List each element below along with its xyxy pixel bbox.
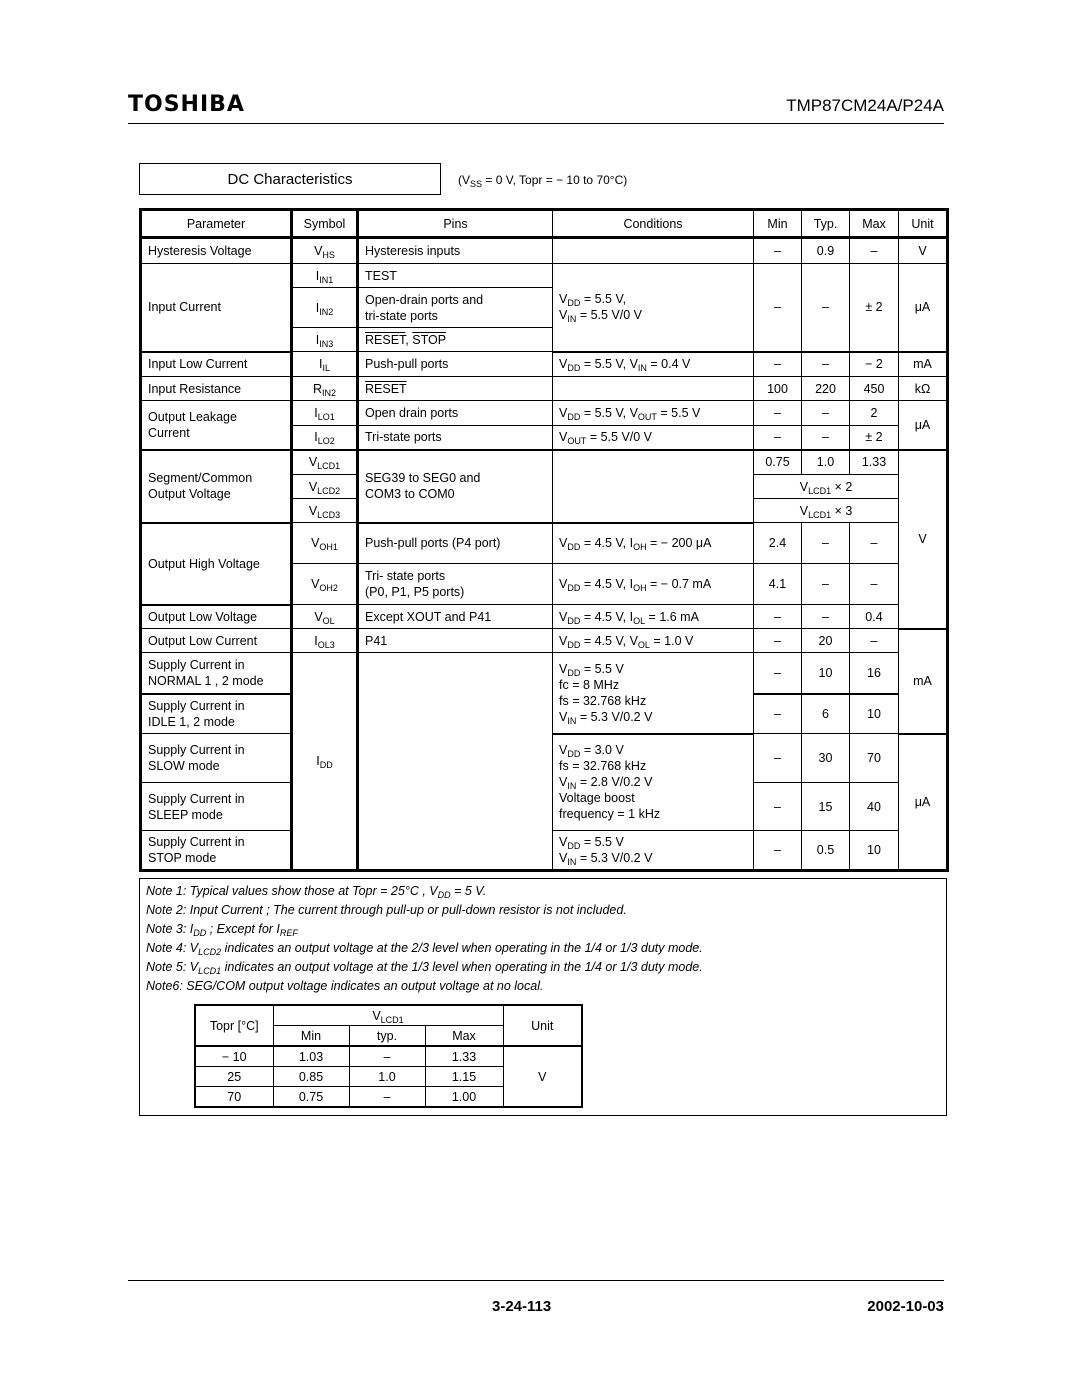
typ: – <box>802 426 850 450</box>
min: 0.85 <box>273 1067 349 1087</box>
unit: V <box>503 1046 582 1107</box>
pins: Open drain ports <box>358 401 553 426</box>
typ: – <box>802 264 850 352</box>
param: Output Leakage Current <box>141 401 292 450</box>
pins: Push-pull ports (P4 port) <box>358 523 553 564</box>
table-row <box>141 377 948 401</box>
note: Note6: SEG/COM output voltage indicates an output voltage at no local. <box>146 979 544 993</box>
symbol: $I_{LO1}$ <box>292 401 358 426</box>
header-cell: $V_{LCD1}$ <box>273 1005 503 1026</box>
min: – <box>754 831 802 871</box>
pins <box>358 653 553 871</box>
max: – <box>850 238 899 264</box>
unit: μA <box>899 264 948 352</box>
max: ± 2 <box>850 426 899 450</box>
max: – <box>850 629 899 653</box>
typ: 10 <box>802 653 850 694</box>
conditions: $V_{DD} = 4.5$ V, $V_{OL} = 1.0$ V <box>553 629 754 653</box>
pins: Tri- state ports (P0, P1, P5 ports) <box>358 564 553 605</box>
min: 100 <box>754 377 802 401</box>
pins: P41 <box>358 629 553 653</box>
max: 1.33 <box>850 450 899 475</box>
max: – <box>850 523 899 564</box>
header-cell: Unit <box>899 210 948 238</box>
param: Output Low Current <box>141 629 292 653</box>
typ: – <box>802 523 850 564</box>
pins: Push-pull ports <box>358 352 553 377</box>
max: 70 <box>850 734 899 783</box>
param: Supply Current in STOP mode <box>141 831 292 871</box>
min: 2.4 <box>754 523 802 564</box>
max: 1.15 <box>425 1067 503 1087</box>
note: Note 4: $V_{LCD2}$ indicates an output voltage at the 2/3 level when operating in the 1/4 or 1/3 duty mode. <box>146 941 703 957</box>
min: – <box>754 238 802 264</box>
conditions: $V_{DD} = 5.5$ V $V_{IN} = 5.3$ V/0.2 V <box>553 831 754 871</box>
typ: – <box>802 605 850 629</box>
typ: 15 <box>802 783 850 831</box>
typ: 30 <box>802 734 850 783</box>
table-row <box>141 653 948 694</box>
toshiba-logo: TOSHIBA <box>128 92 245 117</box>
typ: 1.0 <box>802 450 850 475</box>
max: 16 <box>850 653 899 694</box>
unit: V <box>899 238 948 264</box>
table-row <box>141 352 948 377</box>
unit: kΩ <box>899 377 948 401</box>
note: Note 3: $I_{DD}$ ; Except for $I_{REF}$ <box>146 922 298 938</box>
symbol: $I_{OL3}$ <box>292 629 358 653</box>
symbol: $V_{HS}$ <box>292 238 358 264</box>
typ: 20 <box>802 629 850 653</box>
unit: μA <box>899 734 948 871</box>
conditions: $V_{DD} = 4.5$ V, $I_{OL} = 1.6$ mA <box>553 605 754 629</box>
param: Supply Current in SLEEP mode <box>141 783 292 831</box>
min: – <box>754 734 802 783</box>
note: Note 1: Typical values show those at Topr = 25°C , $V_{DD} = 5$ V. <box>146 884 487 900</box>
pins: RESET, STOP <box>358 328 553 352</box>
value-span: $V_{LCD1} \times 2$ <box>754 475 899 499</box>
param: Supply Current in IDLE 1, 2 mode <box>141 694 292 734</box>
conditions: $V_{DD} = 5.5$ V, $V_{IN} = 5.5$ V/0 V <box>553 264 754 352</box>
unit: mA <box>899 352 948 377</box>
param: Output Low Voltage <box>141 605 292 629</box>
table-row <box>141 238 948 264</box>
table-row <box>141 450 948 475</box>
symbol: $V_{LCD2}$ <box>292 475 358 499</box>
dc-characteristics-table <box>139 208 949 872</box>
unit: μA <box>899 401 948 450</box>
typ: – <box>802 352 850 377</box>
min: – <box>754 426 802 450</box>
table-row <box>141 523 948 564</box>
typ: – <box>349 1046 425 1067</box>
header-cell: Conditions <box>553 210 754 238</box>
min: – <box>754 264 802 352</box>
typ: 1.0 <box>349 1067 425 1087</box>
symbol: $V_{LCD3}$ <box>292 499 358 523</box>
table-row <box>141 401 948 426</box>
symbol: $V_{OH1}$ <box>292 523 358 564</box>
symbol: $V_{OL}$ <box>292 605 358 629</box>
notes-box <box>139 878 947 1116</box>
header-cell: Symbol <box>292 210 358 238</box>
header-cell: Max <box>425 1026 503 1047</box>
param: Input Low Current <box>141 352 292 377</box>
min: – <box>754 605 802 629</box>
conditions <box>553 450 754 523</box>
conditions: $V_{DD} = 3.0$ V fs = 32.768 kHz $V_{IN} = 2.8$ V/0.2 V Voltage boost frequency = 1 kHz <box>553 734 754 831</box>
max: 450 <box>850 377 899 401</box>
min: 4.1 <box>754 564 802 605</box>
note: Note 5: $V_{LCD1}$ indicates an output voltage at the 1/3 level when operating in the 1/4 or 1/3 duty mode. <box>146 960 703 976</box>
header-cell: Min <box>754 210 802 238</box>
table-row <box>141 629 948 653</box>
topr: 25 <box>195 1067 273 1087</box>
document-date: 2002-10-03 <box>867 1298 944 1315</box>
header-cell: Parameter <box>141 210 292 238</box>
conditions <box>553 238 754 264</box>
typ: 0.5 <box>802 831 850 871</box>
typ: 220 <box>802 377 850 401</box>
unit: V <box>899 450 948 629</box>
topr: − 10 <box>195 1046 273 1067</box>
max: 1.00 <box>425 1087 503 1108</box>
param: Hysteresis Voltage <box>141 238 292 264</box>
header-cell: Unit <box>503 1005 582 1046</box>
pins: Except XOUT and P41 <box>358 605 553 629</box>
param: Input Current <box>141 264 292 352</box>
param: Segment/Common Output Voltage <box>141 450 292 523</box>
min: 0.75 <box>273 1087 349 1108</box>
conditions <box>553 377 754 401</box>
table-row <box>141 605 948 629</box>
conditions: $V_{DD} = 5.5$ V fc = 8 MHz fs = 32.768 kHz $V_{IN} = 5.3$ V/0.2 V <box>553 653 754 734</box>
section-title: DC Characteristics <box>139 163 441 195</box>
pins: Open-drain ports and tri-state ports <box>358 288 553 328</box>
note: Note 2: Input Current ; The current through pull-up or pull-down resistor is not included. <box>146 903 627 917</box>
header-cell: Topr [°C] <box>195 1005 273 1046</box>
page-number: 3-24-113 <box>492 1298 552 1315</box>
max: ± 2 <box>850 264 899 352</box>
topr: 70 <box>195 1087 273 1108</box>
vlcd-table <box>194 1004 583 1108</box>
max: 0.4 <box>850 605 899 629</box>
conditions: $V_{DD} = 5.5$ V, $V_{IN} = 0.4$ V <box>553 352 754 377</box>
min: – <box>754 694 802 734</box>
param: Output High Voltage <box>141 523 292 605</box>
max: 40 <box>850 783 899 831</box>
pins: RESET <box>358 377 553 401</box>
pins: SEG39 to SEG0 and COM3 to COM0 <box>358 450 553 523</box>
pins: Tri-state ports <box>358 426 553 450</box>
footer-divider <box>128 1280 944 1281</box>
pins: Hysteresis inputs <box>358 238 553 264</box>
header-divider <box>128 123 944 124</box>
max: – <box>850 564 899 605</box>
max: − 2 <box>850 352 899 377</box>
conditions: $V_{DD} = 4.5$ V, $I_{OH}$ = − 200 μA <box>553 523 754 564</box>
conditions: $V_{OUT} = 5.5$ V/0 V <box>553 426 754 450</box>
min: – <box>754 352 802 377</box>
min: 0.75 <box>754 450 802 475</box>
max: 10 <box>850 694 899 734</box>
min: – <box>754 653 802 694</box>
param: Supply Current in SLOW mode <box>141 734 292 783</box>
header-cell: typ. <box>349 1026 425 1047</box>
section-conditions: ($V_{SS} = 0$ V, Topr = − 10 to 70°C) <box>458 173 628 189</box>
symbol: $V_{OH2}$ <box>292 564 358 605</box>
header-cell: Pins <box>358 210 553 238</box>
param: Supply Current in NORMAL 1 , 2 mode <box>141 653 292 694</box>
symbol: $I_{DD}$ <box>292 653 358 871</box>
symbol: $I_{IL}$ <box>292 352 358 377</box>
typ: – <box>802 401 850 426</box>
symbol: $I_{IN3}$ <box>292 328 358 352</box>
symbol: $I_{IN2}$ <box>292 288 358 328</box>
header-cell: Max <box>850 210 899 238</box>
max: 10 <box>850 831 899 871</box>
pins: TEST <box>358 264 553 288</box>
typ: – <box>802 564 850 605</box>
max: 2 <box>850 401 899 426</box>
min: – <box>754 783 802 831</box>
vlcd-header <box>195 1005 582 1026</box>
table-row <box>141 264 948 288</box>
min: – <box>754 629 802 653</box>
typ: – <box>349 1087 425 1108</box>
conditions: $V_{DD} = 5.5$ V, $V_{OUT} = 5.5$ V <box>553 401 754 426</box>
symbol: $V_{LCD1}$ <box>292 450 358 475</box>
value-span: $V_{LCD1} \times 3$ <box>754 499 899 523</box>
document-title: TMP87CM24A/P24A <box>786 96 944 115</box>
typ: 6 <box>802 694 850 734</box>
header-cell: Typ. <box>802 210 850 238</box>
header-cell: Min <box>273 1026 349 1047</box>
symbol: $R_{IN2}$ <box>292 377 358 401</box>
param: Input Resistance <box>141 377 292 401</box>
min: 1.03 <box>273 1046 349 1067</box>
conditions: $V_{DD} = 4.5$ V, $I_{OH}$ = − 0.7 mA <box>553 564 754 605</box>
max: 1.33 <box>425 1046 503 1067</box>
typ: 0.9 <box>802 238 850 264</box>
symbol: $I_{IN1}$ <box>292 264 358 288</box>
min: – <box>754 401 802 426</box>
table-header <box>141 210 948 238</box>
unit: mA <box>899 629 948 734</box>
table-row <box>195 1046 582 1067</box>
symbol: $I_{LO2}$ <box>292 426 358 450</box>
